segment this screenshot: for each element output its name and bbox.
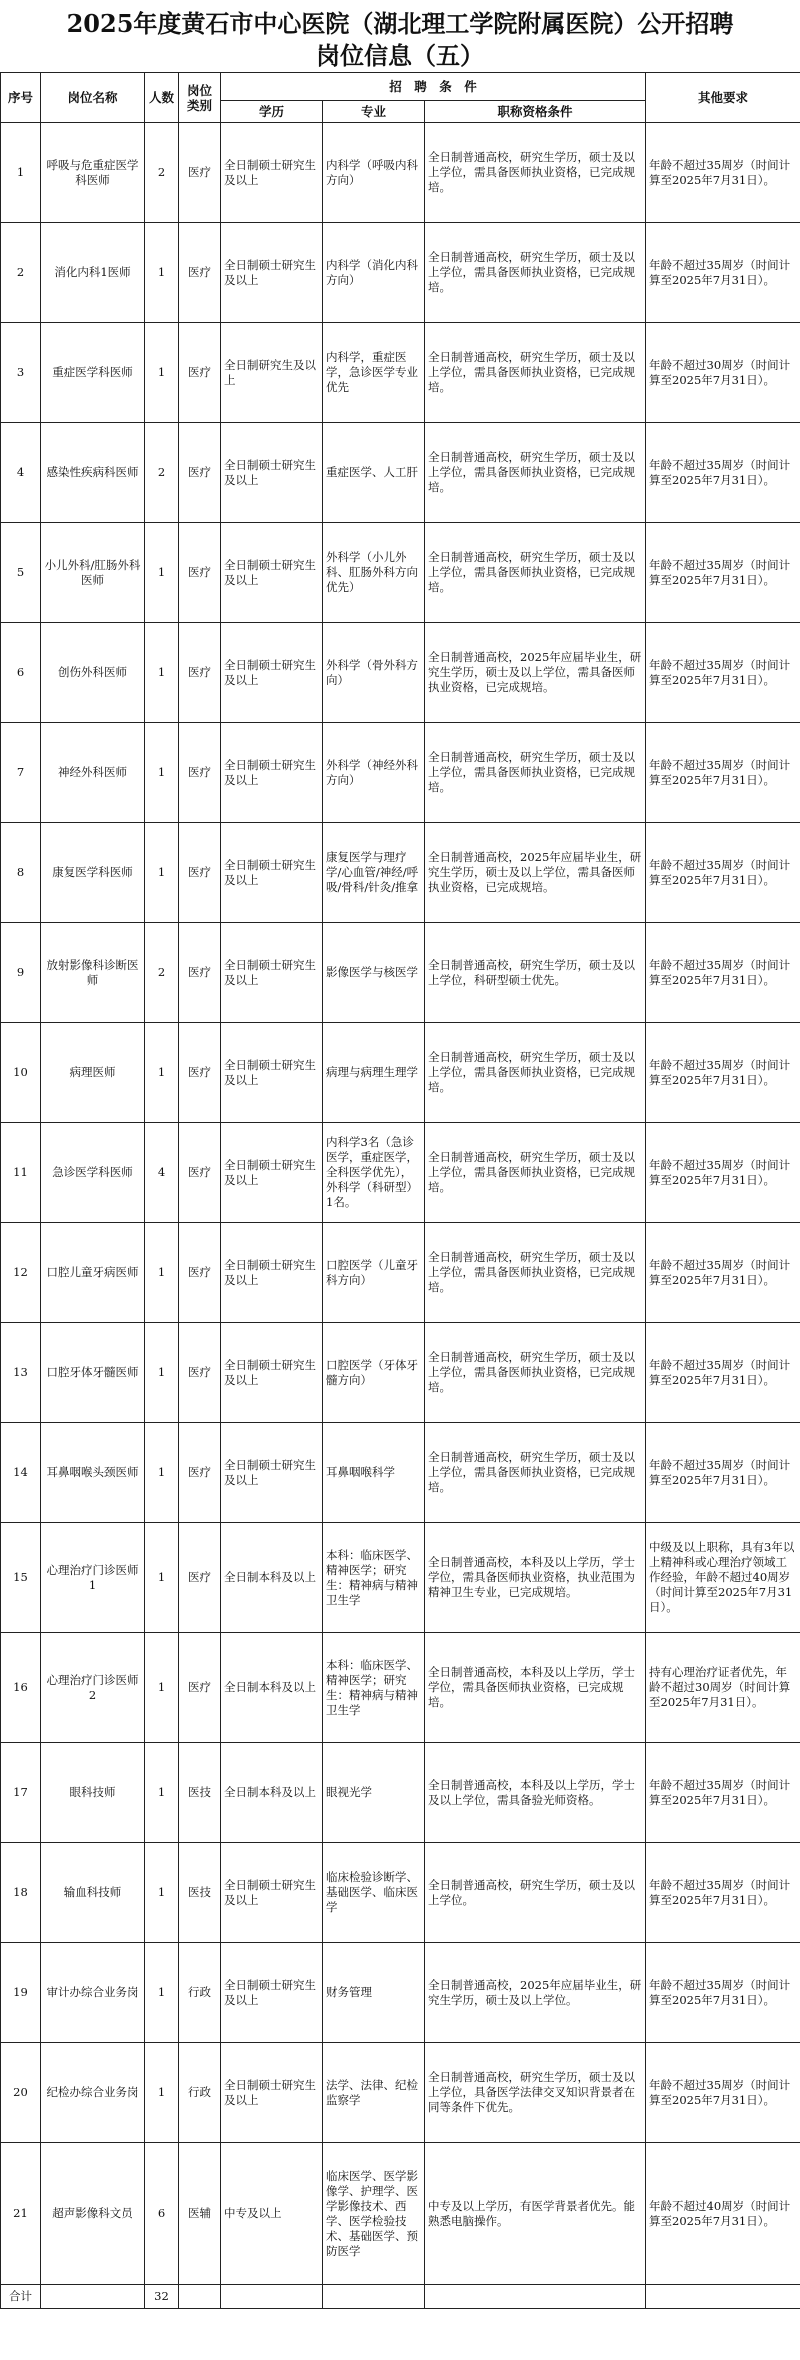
cell-other: 年龄不超过35周岁（时间计算至2025年7月31日）。	[646, 1023, 800, 1123]
cell-major: 临床医学、医学影像学、护理学、医学影像技术、西学、医学检验技术、基础医学、预防医学	[323, 2143, 425, 2285]
header-education: 学历	[221, 101, 323, 123]
cell-other: 年龄不超过30周岁（时间计算至2025年7月31日）。	[646, 323, 800, 423]
cell-major: 口腔医学（牙体牙髓方向）	[323, 1323, 425, 1423]
cell-count: 2	[145, 923, 179, 1023]
cell-education: 全日制本科及以上	[221, 1523, 323, 1633]
table-row	[1, 523, 800, 623]
total-empty	[221, 2285, 323, 2309]
cell-qualification: 全日制普通高校，研究生学历，硕士及以上学位，需具备医师执业资格，已完成规培。	[425, 1423, 646, 1523]
cell-position-name: 眼科技师	[41, 1743, 145, 1843]
cell-category: 医疗	[179, 223, 221, 323]
cell-seq: 5	[1, 523, 41, 623]
cell-category: 医疗	[179, 423, 221, 523]
total-empty	[41, 2285, 145, 2309]
cell-category: 医疗	[179, 923, 221, 1023]
table-row	[1, 2043, 800, 2143]
recruitment-table	[0, 72, 800, 2309]
cell-category: 医疗	[179, 1523, 221, 1633]
cell-education: 全日制硕士研究生及以上	[221, 1843, 323, 1943]
cell-major: 影像医学与核医学	[323, 923, 425, 1023]
cell-qualification: 全日制普通高校，研究生学历，硕士及以上学位，需具备医师执业资格，已完成规培。	[425, 123, 646, 223]
cell-category: 医技	[179, 1743, 221, 1843]
cell-education: 全日制硕士研究生及以上	[221, 423, 323, 523]
cell-category: 医疗	[179, 1323, 221, 1423]
cell-position-name: 病理医师	[41, 1023, 145, 1123]
total-empty	[425, 2285, 646, 2309]
cell-position-name: 审计办综合业务岗	[41, 1943, 145, 2043]
cell-education: 全日制硕士研究生及以上	[221, 923, 323, 1023]
cell-education: 全日制硕士研究生及以上	[221, 1223, 323, 1323]
cell-other: 年龄不超过35周岁（时间计算至2025年7月31日）。	[646, 423, 800, 523]
cell-seq: 2	[1, 223, 41, 323]
cell-other: 年龄不超过35周岁（时间计算至2025年7月31日）。	[646, 1323, 800, 1423]
cell-seq: 13	[1, 1323, 41, 1423]
cell-position-name: 耳鼻咽喉头颈医师	[41, 1423, 145, 1523]
cell-qualification: 全日制普通高校，研究生学历，硕士及以上学位，需具备医师执业资格，已完成规培。	[425, 1223, 646, 1323]
cell-position-name: 超声影像科文员	[41, 2143, 145, 2285]
cell-education: 全日制硕士研究生及以上	[221, 723, 323, 823]
cell-education: 全日制研究生及以上	[221, 323, 323, 423]
cell-category: 医疗	[179, 523, 221, 623]
cell-category: 医辅	[179, 2143, 221, 2285]
cell-other: 年龄不超过35周岁（时间计算至2025年7月31日）。	[646, 1123, 800, 1223]
cell-major: 财务管理	[323, 1943, 425, 2043]
cell-other: 年龄不超过35周岁（时间计算至2025年7月31日）。	[646, 823, 800, 923]
table-row	[1, 323, 800, 423]
cell-count: 1	[145, 623, 179, 723]
cell-category: 医疗	[179, 323, 221, 423]
table-row	[1, 2143, 800, 2285]
cell-qualification: 全日制普通高校，研究生学历，硕士及以上学位，需具备医师执业资格，已完成规培。	[425, 723, 646, 823]
cell-seq: 19	[1, 1943, 41, 2043]
cell-education: 全日制硕士研究生及以上	[221, 1123, 323, 1223]
cell-qualification: 全日制普通高校，研究生学历，硕士及以上学位，需具备医师执业资格，已完成规培。	[425, 1023, 646, 1123]
cell-seq: 21	[1, 2143, 41, 2285]
table-row	[1, 1943, 800, 2043]
cell-count: 4	[145, 1123, 179, 1223]
cell-qualification: 全日制普通高校，2025年应届毕业生，研究生学历，硕士及以上学位，需具备医师执业资格，已完成规培。	[425, 623, 646, 723]
cell-count: 2	[145, 423, 179, 523]
cell-position-name: 呼吸与危重症医学科医师	[41, 123, 145, 223]
table-row	[1, 1223, 800, 1323]
cell-category: 医疗	[179, 623, 221, 723]
cell-count: 1	[145, 1423, 179, 1523]
cell-major: 本科：临床医学、精神医学；研究生：精神病与精神卫生学	[323, 1633, 425, 1743]
table-row	[1, 423, 800, 523]
cell-education: 全日制硕士研究生及以上	[221, 623, 323, 723]
cell-major: 内科学，重症医学，急诊医学专业优先	[323, 323, 425, 423]
cell-other: 持有心理治疗证者优先，年龄不超过30周岁（时间计算至2025年7月31日）。	[646, 1633, 800, 1743]
cell-qualification: 全日制普通高校，研究生学历，硕士及以上学位，需具备医师执业资格，已完成规培。	[425, 423, 646, 523]
cell-qualification: 全日制普通高校，研究生学历，硕士及以上学位，需具备医师执业资格，已完成规培。	[425, 323, 646, 423]
cell-education: 中专及以上	[221, 2143, 323, 2285]
cell-category: 医疗	[179, 723, 221, 823]
cell-category: 行政	[179, 2043, 221, 2143]
cell-other: 年龄不超过35周岁（时间计算至2025年7月31日）。	[646, 123, 800, 223]
table-row	[1, 723, 800, 823]
cell-position-name: 小儿外科/肛肠外科医师	[41, 523, 145, 623]
cell-qualification: 全日制普通高校，研究生学历，硕士及以上学位，需具备医师执业资格，已完成规培。	[425, 223, 646, 323]
cell-qualification: 全日制普通高校，研究生学历，硕士及以上学位，需具备医师执业资格，已完成规培。	[425, 1323, 646, 1423]
cell-position-name: 创伤外科医师	[41, 623, 145, 723]
cell-major: 耳鼻咽喉科学	[323, 1423, 425, 1523]
table-row	[1, 1123, 800, 1223]
table-row	[1, 1323, 800, 1423]
cell-qualification: 全日制普通高校，研究生学历，硕士及以上学位，需具备医师执业资格，已完成规培。	[425, 1123, 646, 1223]
cell-other: 中级及以上职称，具有3年以上精神科或心理治疗领域工作经验，年龄不超过40周岁（时间计算至2025年7月31日）。	[646, 1523, 800, 1633]
cell-count: 6	[145, 2143, 179, 2285]
cell-position-name: 康复医学科医师	[41, 823, 145, 923]
cell-qualification: 全日制普通高校，本科及以上学历，学士学位，需具备医师执业资格，已完成规培。	[425, 1633, 646, 1743]
cell-major: 康复医学与理疗学/心血管/神经/呼吸/骨科/针灸/推拿	[323, 823, 425, 923]
cell-position-name: 重症医学科医师	[41, 323, 145, 423]
cell-major: 病理与病理生理学	[323, 1023, 425, 1123]
cell-count: 1	[145, 2043, 179, 2143]
cell-major: 外科学（神经外科方向）	[323, 723, 425, 823]
cell-count: 1	[145, 723, 179, 823]
cell-count: 1	[145, 823, 179, 923]
cell-major: 外科学（骨外科方向）	[323, 623, 425, 723]
cell-qualification: 全日制普通高校，研究生学历，硕士及以上学位，需具备医师执业资格，已完成规培。	[425, 523, 646, 623]
cell-education: 全日制硕士研究生及以上	[221, 123, 323, 223]
cell-seq: 10	[1, 1023, 41, 1123]
cell-seq: 9	[1, 923, 41, 1023]
cell-qualification: 中专及以上学历，有医学背景者优先。能熟悉电脑操作。	[425, 2143, 646, 2285]
cell-education: 全日制本科及以上	[221, 1633, 323, 1743]
cell-seq: 4	[1, 423, 41, 523]
cell-education: 全日制硕士研究生及以上	[221, 1943, 323, 2043]
header-qualification: 职称资格条件	[425, 101, 646, 123]
total-row	[1, 2285, 800, 2309]
header-major: 专业	[323, 101, 425, 123]
cell-education: 全日制硕士研究生及以上	[221, 223, 323, 323]
cell-other: 年龄不超过35周岁（时间计算至2025年7月31日）。	[646, 1943, 800, 2043]
table-row	[1, 623, 800, 723]
cell-category: 医疗	[179, 823, 221, 923]
title-line-1: 2025年度黄石市中心医院（湖北理工学院附属医院）公开招聘	[66, 9, 734, 38]
cell-other: 年龄不超过35周岁（时间计算至2025年7月31日）。	[646, 1423, 800, 1523]
cell-seq: 17	[1, 1743, 41, 1843]
cell-position-name: 纪检办综合业务岗	[41, 2043, 145, 2143]
cell-position-name: 心理治疗门诊医师1	[41, 1523, 145, 1633]
cell-major: 本科：临床医学、精神医学；研究生：精神病与精神卫生学	[323, 1523, 425, 1633]
header-count: 人数	[145, 73, 179, 123]
cell-position-name: 口腔儿童牙病医师	[41, 1223, 145, 1323]
cell-count: 1	[145, 1023, 179, 1123]
cell-other: 年龄不超过35周岁（时间计算至2025年7月31日）。	[646, 523, 800, 623]
total-empty	[646, 2285, 800, 2309]
header-name: 岗位名称	[41, 73, 145, 123]
table-row	[1, 823, 800, 923]
cell-category: 医疗	[179, 1023, 221, 1123]
cell-education: 全日制硕士研究生及以上	[221, 1423, 323, 1523]
cell-position-name: 输血科技师	[41, 1843, 145, 1943]
cell-position-name: 神经外科医师	[41, 723, 145, 823]
cell-seq: 20	[1, 2043, 41, 2143]
total-empty	[323, 2285, 425, 2309]
cell-seq: 15	[1, 1523, 41, 1633]
total-empty	[179, 2285, 221, 2309]
cell-education: 全日制硕士研究生及以上	[221, 523, 323, 623]
cell-category: 医技	[179, 1843, 221, 1943]
table-row	[1, 923, 800, 1023]
total-label: 合计	[1, 2285, 41, 2309]
cell-major: 临床检验诊断学、基础医学、临床医学	[323, 1843, 425, 1943]
page-title	[0, 0, 800, 72]
cell-major: 内科学（消化内科方向）	[323, 223, 425, 323]
cell-qualification: 全日制普通高校，研究生学历，硕士及以上学位。	[425, 1843, 646, 1943]
cell-major: 外科学（小儿外科、肛肠外科方向优先）	[323, 523, 425, 623]
cell-category: 医疗	[179, 1223, 221, 1323]
table-row	[1, 1423, 800, 1523]
cell-other: 年龄不超过35周岁（时间计算至2025年7月31日）。	[646, 1743, 800, 1843]
cell-qualification: 全日制普通高校，2025年应届毕业生，研究生学历，硕士及以上学位。	[425, 1943, 646, 2043]
cell-other: 年龄不超过35周岁（时间计算至2025年7月31日）。	[646, 2043, 800, 2143]
cell-seq: 14	[1, 1423, 41, 1523]
header-other: 其他要求	[646, 73, 800, 123]
cell-seq: 12	[1, 1223, 41, 1323]
cell-position-name: 放射影像科诊断医师	[41, 923, 145, 1023]
header-conditions: 招 聘 条 件	[221, 73, 646, 101]
table-row	[1, 1743, 800, 1843]
cell-count: 1	[145, 1743, 179, 1843]
cell-other: 年龄不超过40周岁（时间计算至2025年7月31日）。	[646, 2143, 800, 2285]
cell-category: 行政	[179, 1943, 221, 2043]
table-row	[1, 1633, 800, 1743]
cell-seq: 6	[1, 623, 41, 723]
cell-major: 眼视光学	[323, 1743, 425, 1843]
cell-education: 全日制硕士研究生及以上	[221, 2043, 323, 2143]
cell-major: 内科学3名（急诊医学，重症医学，全科医学优先），外科学（科研型）1名。	[323, 1123, 425, 1223]
cell-education: 全日制硕士研究生及以上	[221, 1323, 323, 1423]
cell-position-name: 口腔牙体牙髓医师	[41, 1323, 145, 1423]
cell-other: 年龄不超过35周岁（时间计算至2025年7月31日）。	[646, 1223, 800, 1323]
cell-count: 1	[145, 223, 179, 323]
cell-seq: 3	[1, 323, 41, 423]
cell-major: 口腔医学（儿童牙科方向）	[323, 1223, 425, 1323]
cell-other: 年龄不超过35周岁（时间计算至2025年7月31日）。	[646, 223, 800, 323]
cell-category: 医疗	[179, 123, 221, 223]
cell-other: 年龄不超过35周岁（时间计算至2025年7月31日）。	[646, 1843, 800, 1943]
cell-position-name: 心理治疗门诊医师2	[41, 1633, 145, 1743]
table-row	[1, 1023, 800, 1123]
cell-count: 1	[145, 1523, 179, 1633]
header-seq: 序号	[1, 73, 41, 123]
cell-education: 全日制本科及以上	[221, 1743, 323, 1843]
cell-count: 1	[145, 1943, 179, 2043]
title-line-2: 岗位信息（五）	[316, 41, 484, 70]
cell-count: 1	[145, 323, 179, 423]
cell-other: 年龄不超过35周岁（时间计算至2025年7月31日）。	[646, 923, 800, 1023]
cell-seq: 1	[1, 123, 41, 223]
cell-qualification: 全日制普通高校，研究生学历，硕士及以上学位，具备医学法律交叉知识背景者在同等条件下优先。	[425, 2043, 646, 2143]
cell-qualification: 全日制普通高校，本科及以上学历，学士学位，需具备医师执业资格，执业范围为精神卫生专业，已完成规培。	[425, 1523, 646, 1633]
cell-position-name: 感染性疾病科医师	[41, 423, 145, 523]
cell-position-name: 消化内科1医师	[41, 223, 145, 323]
cell-seq: 7	[1, 723, 41, 823]
cell-seq: 11	[1, 1123, 41, 1223]
cell-major: 法学、法律、纪检监察学	[323, 2043, 425, 2143]
cell-qualification: 全日制普通高校，研究生学历，硕士及以上学位，科研型硕士优先。	[425, 923, 646, 1023]
cell-other: 年龄不超过35周岁（时间计算至2025年7月31日）。	[646, 623, 800, 723]
cell-category: 医疗	[179, 1123, 221, 1223]
cell-qualification: 全日制普通高校，本科及以上学历，学士及以上学位，需具备验光师资格。	[425, 1743, 646, 1843]
table-row	[1, 1523, 800, 1633]
header-category: 岗位类别	[179, 73, 221, 123]
table-row	[1, 223, 800, 323]
table-row	[1, 1843, 800, 1943]
cell-major: 内科学（呼吸内科方向）	[323, 123, 425, 223]
cell-count: 1	[145, 1323, 179, 1423]
cell-count: 1	[145, 1633, 179, 1743]
total-count: 32	[145, 2285, 179, 2309]
cell-education: 全日制硕士研究生及以上	[221, 823, 323, 923]
cell-education: 全日制硕士研究生及以上	[221, 1023, 323, 1123]
cell-position-name: 急诊医学科医师	[41, 1123, 145, 1223]
cell-category: 医疗	[179, 1633, 221, 1743]
cell-seq: 16	[1, 1633, 41, 1743]
cell-count: 1	[145, 523, 179, 623]
cell-count: 1	[145, 1223, 179, 1323]
cell-count: 1	[145, 1843, 179, 1943]
cell-qualification: 全日制普通高校，2025年应届毕业生，研究生学历，硕士及以上学位，需具备医师执业资格，已完成规培。	[425, 823, 646, 923]
table-row	[1, 123, 800, 223]
cell-other: 年龄不超过35周岁（时间计算至2025年7月31日）。	[646, 723, 800, 823]
cell-seq: 8	[1, 823, 41, 923]
cell-category: 医疗	[179, 1423, 221, 1523]
cell-count: 2	[145, 123, 179, 223]
cell-seq: 18	[1, 1843, 41, 1943]
cell-major: 重症医学、人工肝	[323, 423, 425, 523]
